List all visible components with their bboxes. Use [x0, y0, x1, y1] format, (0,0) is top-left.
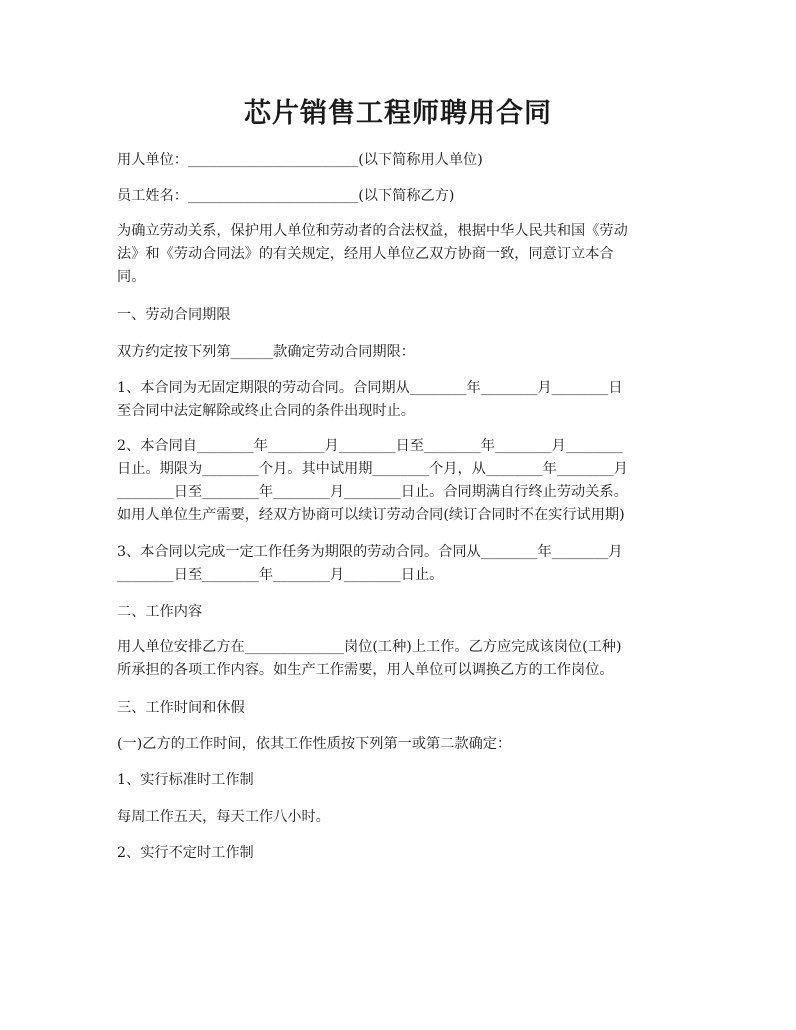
section-3-intro: (一)乙方的工作时间，依其工作性质按下列第一或第二款确定：: [117, 736, 512, 752]
clause-1-paragraph: [117, 377, 687, 423]
employee-line: 员工姓名：________________________(以下简称乙方): [117, 188, 455, 204]
employer-line: 用人单位：________________________(以下简称用人单位): [117, 152, 483, 168]
section-2-line: 所承担的各项工作内容。如生产工作需要，用人单位可以调换乙方的工作岗位。: [117, 662, 614, 678]
preamble-line: 法》和《劳动合同法》的有关规定，经用人单位乙双方协商一致，同意订立本合: [117, 246, 614, 262]
clause-3-paragraph: [117, 541, 687, 587]
section-1-heading: 一、劳动合同期限: [117, 307, 231, 323]
item-1-heading: 1、实行标准时工作制: [117, 772, 254, 788]
clause-2-line: 2、本合同自________年________月________日至________年________月________: [117, 438, 623, 454]
clause-2-line: ________日至________年________月________日止。合同期满自行终止劳动关系。: [117, 484, 628, 500]
preamble-paragraph: [117, 220, 687, 289]
clause-1-line: 至合同中法定解除或终止合同的条件出现时止。: [117, 403, 415, 419]
clause-2-line: 如用人单位生产需要，经双方协商可以续订劳动合同(续订合同时不在实行试用期): [117, 507, 625, 523]
clause-2-paragraph: [117, 435, 687, 527]
item-1-body: 每周工作五天，每天工作八小时。: [117, 809, 330, 825]
document-title: 芯片销售工程师聘用合同: [244, 98, 552, 129]
section-2-heading: 二、工作内容: [117, 604, 203, 620]
clause-3-line: 3、本合同以完成一定工作任务为期限的劳动合同。合同从________年________月: [117, 544, 623, 560]
section-3-heading: 三、工作时间和休假: [117, 700, 245, 716]
item-2-heading: 2、实行不定时工作制: [117, 845, 254, 861]
clause-1-line: 1、本合同为无固定期限的劳动合同。合同期从________年________月________日: [117, 380, 623, 396]
section-2-line: 用人单位安排乙方在______________岗位(工种)上工作。乙方应完成该岗位(工种): [117, 639, 622, 655]
section-2-paragraph: [117, 636, 687, 682]
clause-3-line: ________日至________年________月________日止。: [117, 567, 444, 583]
clause-2-line: 日止。期限为________个月。其中试用期________个月，从________年________月: [117, 461, 628, 477]
preamble-line: 同。: [117, 269, 146, 285]
preamble-line: 为确立劳动关系，保护用人单位和劳动者的合法权益，根据中华人民共和国《劳动: [117, 223, 628, 239]
section-1-intro: 双方约定按下列第______款确定劳动合同期限：: [117, 344, 415, 360]
